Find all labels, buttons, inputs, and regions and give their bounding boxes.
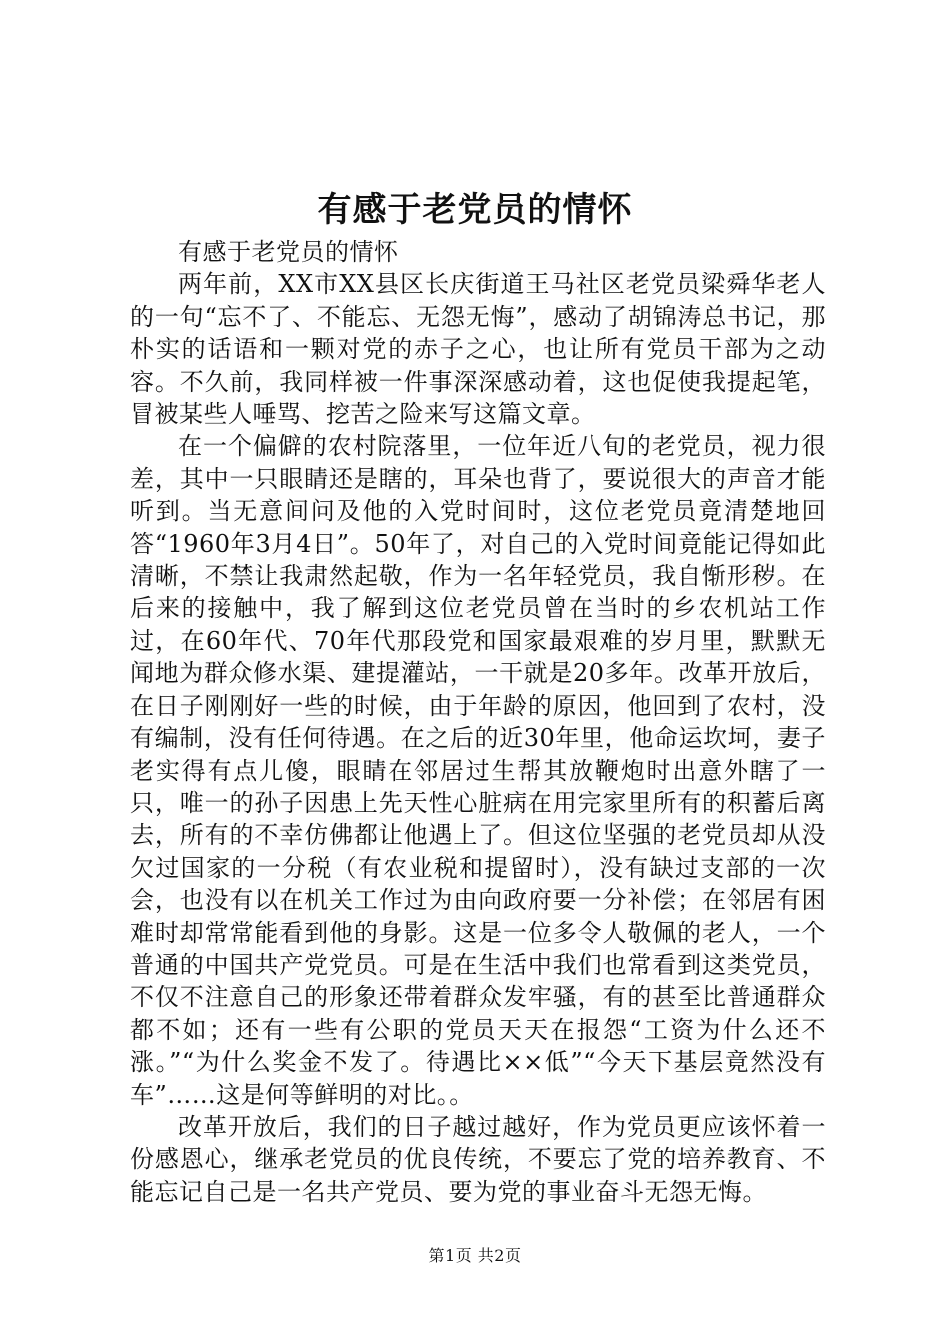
body-paragraph: 有感于老党员的情怀 <box>178 238 399 266</box>
document-title: 有感于老党员的情怀 <box>317 190 633 230</box>
document-body <box>130 236 826 1208</box>
page-footer: 第1页 共2页 <box>428 1246 522 1265</box>
body-paragraph: 在一个偏僻的农村院落里，一位年近八旬的老党员，视力很差，其中一只眼睛还是瞎的，耳朵也背了，要说很大的声音才能听到。当无意间问及他的入党时间时，这位老党员竟清楚地回答“1960年3月4日”。50年了，对自己的入党时间竟能记得如此清晰，不禁让我肃然起敬，作为一名年轻党员，我自惭形秽。在后来的接触中，我了解到这位老党员曾在当时的乡农机站工作过，在60年代、70年代那段党和国家最艰难的岁月里，默默无闻地为群众修水渠、建提灌站，一干就是20多年。改革开放后，在日子刚刚好一些的时候，由于年龄的原因，他回到了农村，没有编制，没有任何待遇。在之后的近30年里，他命运坎坷，妻子老实得有点儿傻，眼睛在邻居过生帮其放鞭炮时出意外瞎了一只，唯一的孙子因患上先天性心脏病在用完家里所有的积蓄后离去，所有的不幸仿佛都让他遇上了。但这位坚强的老党员却从没欠过国家的一分税（有农业税和提留时），没有缺过支部的一次会，也没有以在机关工作过为由向政府要一分补偿；在邻居有困难时却常常能看到他的身影。这是一位多令人敬佩的老人，一个普通的中国共产党党员。可是在生活中我们也常看到这类党员，不仅不注意自己的形象还带着群众发牢骚，有的甚至比普通群众都不如；还有一些有公职的党员天天在报怨“工资为什么还不涨。”“为什么奖金不发了。待遇比××低”“今天下基层竟然没有车”……这是何等鲜明的对比。。 <box>130 432 826 1109</box>
body-paragraph: 两年前，XX市XX县区长庆街道王马社区老党员梁舜华老人的一句“忘不了、不能忘、无怨无悔”，感动了胡锦涛总书记，那朴实的话语和一颗对党的赤子之心，也让所有党员干部为之动容。不久前，我同样被一件事深深感动着，这也促使我提起笔，冒被某些人唾骂、挖苦之险来写这篇文章。 <box>130 270 826 429</box>
body-paragraph: 改革开放后，我们的日子越过越好，作为党员更应该怀着一份感恩心，继承老党员的优良传统，不要忘了党的培养教育、不能忘记自己是一名共产党员、要为党的事业奋斗无怨无悔。 <box>130 1112 826 1206</box>
